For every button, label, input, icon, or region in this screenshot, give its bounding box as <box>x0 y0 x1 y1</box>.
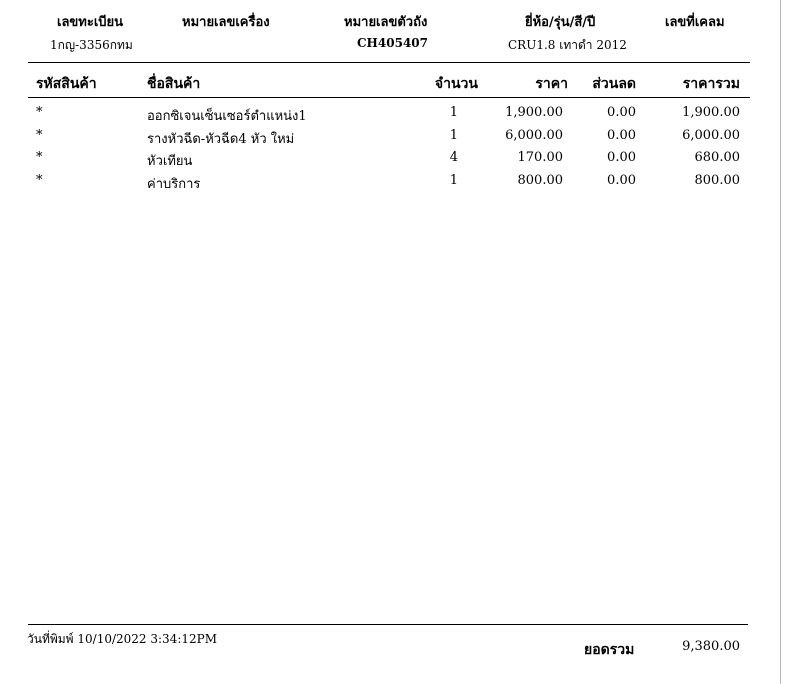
model-value: CRU1.8 เทาดำ 2012 <box>508 38 627 52</box>
engine-no-header: หมายเลขเครื่อง <box>182 15 270 30</box>
plate-header: เลขทะเบียน <box>57 15 124 30</box>
row-qty: 1 <box>449 173 458 188</box>
col-price: ราคา <box>535 76 568 92</box>
row-code: * <box>36 105 43 120</box>
grand-total-value: 9,380.00 <box>682 639 740 654</box>
row-code: * <box>36 173 43 188</box>
table-row <box>0 173 788 195</box>
row-code: * <box>36 150 43 165</box>
row-total: 800.00 <box>694 173 740 188</box>
header-top-rule <box>28 62 750 63</box>
col-name: ชื่อสินค้า <box>147 76 201 92</box>
plate-value: 1กญ-3356กทม <box>50 38 133 52</box>
col-code: รหัสสินค้า <box>36 76 97 92</box>
grand-total-label: ยอดรวม <box>584 642 635 658</box>
footer-rule <box>28 624 748 625</box>
row-name: หัวเทียน <box>147 154 193 169</box>
row-price: 800.00 <box>517 173 563 188</box>
row-total: 1,900.00 <box>682 105 740 120</box>
row-discount: 0.00 <box>607 105 636 120</box>
row-name: รางหัวฉีด-หัวฉีด4 หัว ใหม่ <box>147 132 295 147</box>
table-row <box>0 105 788 127</box>
row-name: ออกซิเจนเซ็นเซอร์ตำแหน่ง1 <box>147 109 307 124</box>
chassis-no-header: หมายเลขตัวถัง <box>344 15 428 30</box>
row-price: 6,000.00 <box>505 128 563 143</box>
table-row <box>0 128 788 150</box>
row-qty: 1 <box>449 128 458 143</box>
print-date: วันที่พิมพ์ 10/10/2022 3:34:12PM <box>27 632 217 646</box>
row-price: 1,900.00 <box>505 105 563 120</box>
col-qty: จำนวน <box>434 76 478 92</box>
row-total: 6,000.00 <box>682 128 740 143</box>
page-right-edge <box>780 0 781 684</box>
col-discount: ส่วนลด <box>592 76 636 92</box>
model-header: ยี่ห้อ/รุ่น/สี/ปี <box>525 15 596 30</box>
header-bottom-rule <box>28 97 750 98</box>
row-qty: 4 <box>449 150 458 165</box>
row-qty: 1 <box>449 105 458 120</box>
col-total: ราคารวม <box>682 76 740 92</box>
row-price: 170.00 <box>517 150 563 165</box>
row-discount: 0.00 <box>607 173 636 188</box>
row-total: 680.00 <box>694 150 740 165</box>
row-code: * <box>36 128 43 143</box>
row-discount: 0.00 <box>607 150 636 165</box>
row-name: ค่าบริการ <box>147 177 201 192</box>
claim-no-header: เลขที่เคลม <box>665 15 725 30</box>
row-discount: 0.00 <box>607 128 636 143</box>
chassis-no-value: CH405407 <box>357 36 428 50</box>
table-row <box>0 150 788 172</box>
